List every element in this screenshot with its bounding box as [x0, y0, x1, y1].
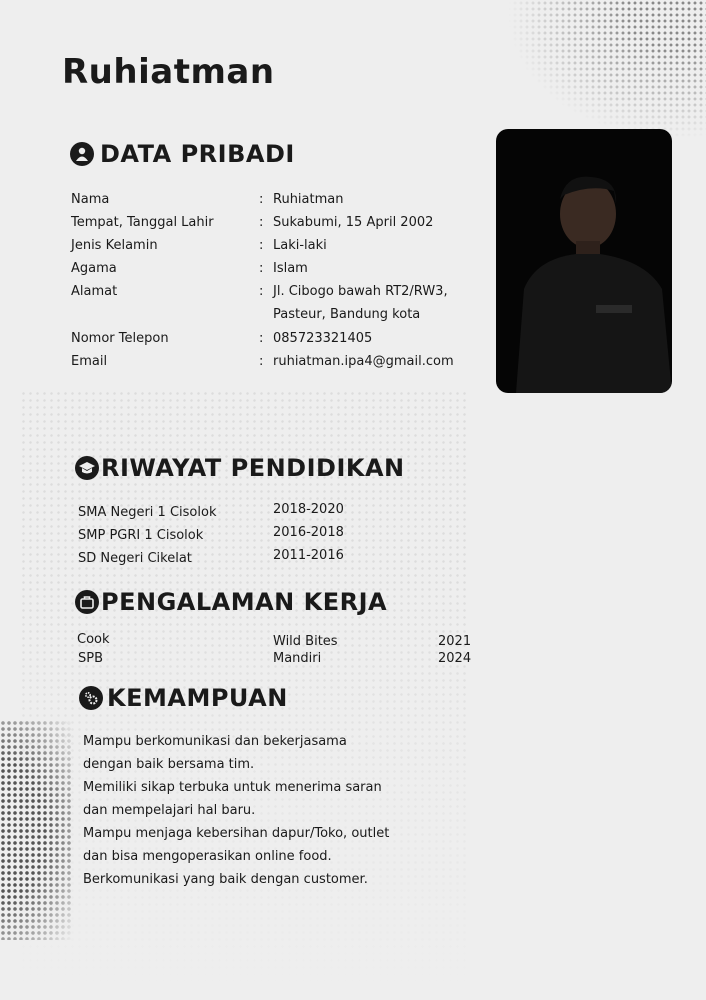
skill-line: Mampu berkomunikasi dan bekerjasama — [83, 734, 347, 749]
section-title: PENGALAMAN KERJA — [101, 588, 388, 616]
field-label: Jenis Kelamin — [71, 238, 158, 253]
field-value: Sukabumi, 15 April 2002 — [273, 215, 434, 230]
field-value: Jl. Cibogo bawah RT2/RW3, — [273, 284, 448, 299]
job-place: Mandiri — [273, 651, 322, 666]
job-role: Cook — [77, 632, 110, 647]
skill-line: dengan baik bersama tim. — [83, 757, 255, 772]
skill-line: Mampu menjaga kebersihan dapur/Toko, outlet — [83, 826, 390, 841]
section-title: RIWAYAT PENDIDIKAN — [101, 454, 405, 482]
separator: : — [259, 192, 264, 207]
section-heading-experience — [75, 588, 387, 616]
section-title: DATA PRIBADI — [100, 140, 295, 168]
skill-line: dan mempelajari hal baru. — [83, 803, 256, 818]
field-label: Nama — [71, 192, 110, 207]
separator: : — [259, 238, 264, 253]
graduation-cap-icon — [75, 456, 99, 480]
separator: : — [259, 331, 264, 346]
cv-name: Ruhiatman — [62, 52, 275, 92]
school-years: 2016-2018 — [273, 525, 344, 540]
user-icon — [70, 142, 94, 166]
school-years: 2018-2020 — [273, 502, 344, 517]
halftone-decoration-bottom — [0, 720, 72, 940]
section-heading-education — [75, 454, 405, 482]
profile-photo — [496, 129, 672, 393]
halftone-decoration-top — [506, 0, 706, 140]
field-label: Nomor Telepon — [71, 331, 169, 346]
skill-line: dan bisa mengoperasikan online food. — [83, 849, 332, 864]
field-value: Ruhiatman — [273, 192, 344, 207]
briefcase-icon — [75, 590, 99, 614]
job-place: Wild Bites — [273, 634, 338, 649]
field-value: Laki-laki — [273, 238, 327, 253]
school-name: SD Negeri Cikelat — [78, 551, 192, 566]
section-title: KEMAMPUAN — [107, 684, 288, 712]
separator: : — [259, 215, 264, 230]
field-value-continued: Pasteur, Bandung kota — [273, 307, 421, 322]
skill-line: Memiliki sikap terbuka untuk menerima saran — [83, 780, 382, 795]
school-years: 2011-2016 — [273, 548, 344, 563]
job-role: SPB — [78, 651, 104, 666]
field-label: Agama — [71, 261, 117, 276]
section-heading-skills — [79, 684, 288, 712]
separator: : — [259, 284, 264, 299]
field-label: Alamat — [71, 284, 118, 299]
separator: : — [259, 354, 264, 369]
skill-line: Berkomunikasi yang baik dengan customer. — [83, 872, 368, 887]
job-year: 2021 — [438, 634, 472, 649]
gears-icon — [79, 686, 103, 710]
separator: : — [259, 261, 264, 276]
job-year: 2024 — [438, 651, 472, 666]
field-label: Email — [71, 354, 108, 369]
section-heading-personal — [70, 140, 295, 168]
school-name: SMA Negeri 1 Cisolok — [78, 505, 217, 520]
field-value: ruhiatman.ipa4@gmail.com — [273, 354, 454, 369]
field-value: Islam — [273, 261, 308, 276]
field-value: 085723321405 — [273, 331, 373, 346]
field-label: Tempat, Tanggal Lahir — [71, 215, 214, 230]
school-name: SMP PGRI 1 Cisolok — [78, 528, 204, 543]
